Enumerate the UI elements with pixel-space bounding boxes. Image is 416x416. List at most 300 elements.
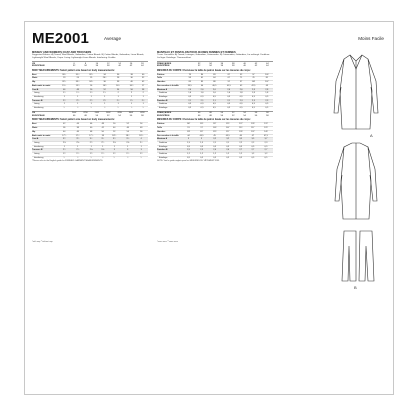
row-label: Trousers B [32,149,58,153]
size-value: 18 [141,62,144,65]
row-label: Interfacing [32,156,58,159]
cell-value: 1 [71,103,84,107]
cell-value: 97 [246,73,260,77]
fabrics-en: Suggested Fabrics: A) Tweed, Wool Blends, Gabardine, Cotton Blends. B) Cotton Blends, Gabardine, Linen Blends, Lightweight Wool Blends, Crepe. Lining: Lightweight Linen Blends. Interfacing: Fusible. [32,54,145,60]
cell-value: 0,5 [259,156,273,159]
size-value: 40 [243,65,246,68]
english-column [32,51,148,163]
row-label: Hip [32,130,58,134]
cell-value: 2,2 [247,141,259,145]
cell-value: 1 [125,95,138,99]
size-row-label: EUROPÉEN [157,65,170,68]
cell-value: 0,9 [183,95,197,99]
cell-value: 0,9 [246,95,260,99]
cell-value: 107 [183,123,195,127]
cell-value: 2 [125,92,138,96]
cell-value: 2,1 [197,99,207,103]
cell-value: 1 [125,103,138,107]
cell-value: 87 [222,73,236,77]
cell-value: 1,2 [183,153,195,157]
cell-value: 1,2 [247,153,259,157]
cell-value: 3¾ [121,138,134,142]
cell-value: 4 [134,138,148,142]
table-row [157,156,273,159]
row-label: Lining [32,92,58,96]
cell-value: 107 [261,81,273,85]
cell-value: 0,5 [197,107,207,110]
cell-value: 2,6 [183,88,197,92]
cell-value: ½ [134,156,148,159]
size-value: 54 [118,115,121,118]
cell-value: 50 [108,123,121,127]
cell-value: 2,7 [235,149,247,153]
cell-value: 2⅛ [71,141,84,145]
cell-value: ½ [98,156,108,159]
cell-value: 102 [261,73,273,77]
cell-value: 32½ [58,81,71,85]
cell-value: 64 [207,77,221,81]
cell-value: 2¼ [71,99,84,103]
cell-value: 16¾ [125,84,138,88]
cell-value: 0,9 [183,145,195,149]
cell-value: 1¼ [58,153,71,157]
cell-value: 2¼ [84,141,97,145]
cell-value: 16¼ [98,84,111,88]
cell-value: 1,8 [246,92,260,96]
cell-value: ½ [58,107,71,110]
cell-value: 137 [259,123,273,127]
row-label: Manteau A [157,138,183,142]
cell-value: 2,2 [235,141,247,145]
cell-value: 0,9 [261,103,273,107]
size-row-label: EUROPÉEN [157,115,170,118]
womens-eur-row-fr [157,115,273,118]
cell-value: 46 [58,88,71,92]
table-row [157,107,273,110]
cell-value: 0,9 [197,103,207,107]
size-row-label: EUROPEAN [32,115,45,118]
cell-value: 1 [58,145,71,149]
cell-value: 1 [111,95,124,99]
cell-value: 71 [236,77,246,81]
cell-value: 0,5 [236,107,246,110]
size-value: 14 [118,62,121,65]
row-label: Doublure [157,153,183,157]
cell-value: 48 [84,130,97,134]
cell-value: 32½ [84,73,97,77]
cell-value: 91 [183,127,195,131]
row-label: Entoilage [157,107,183,110]
misses-eur-row [32,62,148,68]
cell-value: 2⅜ [121,141,134,145]
pattern-header [32,26,384,50]
cell-value: ½ [58,156,71,159]
table-row [32,107,148,110]
row-label: Waist [32,77,58,81]
row-label: Doublure [157,141,183,145]
row-label: Bust [32,73,58,77]
fabrics-fr: Tissus Conseillés: A) Tweed, Lainages, Gabardine, Cotonnades. B) Cotonnades, Gabardine, Lin mélangé. Doublure: Lin léger. Entoilage: Thermocollant. [157,54,270,60]
sketch-label-a: A [370,133,373,138]
cell-value: 2,5 [183,149,195,153]
size-value: 52 [106,115,110,118]
row-label: Pantalon B [157,99,183,103]
size-value: 44 [266,65,269,68]
row-label: Interfacing [32,107,58,110]
size-value: 24W [94,112,100,115]
cell-value: 122 [221,123,235,127]
size-value: 46 [197,115,201,118]
cell-value: 117 [195,130,209,134]
row-label: Entoilage [157,95,183,99]
cell-value: 1 [108,145,121,149]
cell-value: 3½ [84,138,97,142]
row-label: Hanches [157,130,183,134]
size-value: 40 [243,62,246,65]
cell-value: 0,9 [197,95,207,99]
row-label: Poitrine [157,123,183,127]
cell-value: 32 [138,77,148,81]
row-label: Poitrine [157,73,183,77]
cell-value: 2,7 [259,149,273,153]
misses-measure-table-en [32,73,148,110]
cell-value: 2¼ [84,99,97,103]
cell-value: 42,5 [246,84,260,88]
cell-value: 76 [246,77,260,81]
cell-value: 18¼ [108,134,121,138]
size-value: 38 [106,65,110,68]
cell-value: 2¾ [58,149,71,153]
cell-value: 2½ [134,141,148,145]
cell-value: 1 [84,145,97,149]
cell-value: 2,7 [247,149,259,153]
cell-value: 2,1 [209,141,221,145]
size-value: 56 [129,115,133,118]
cell-value: 46 [84,123,97,127]
cell-value: 2,1 [221,141,235,145]
cell-value: 52 [98,88,111,92]
row-label: Doublure [157,103,183,107]
row-label: Manteau A [157,88,183,92]
cell-value: 16 [84,84,97,88]
size-value: 50 [95,115,99,118]
cell-value: 58 [138,88,148,92]
size-value: 42 [254,62,258,65]
cell-value: 1¾ [84,92,97,96]
cell-value: 92 [222,81,236,85]
cell-value: 1 [58,95,71,99]
size-value: 56 [254,115,258,118]
misses-measure-table-fr [157,73,273,110]
cell-value: 41,5 [222,84,236,88]
cell-value: 42 [58,123,71,127]
cell-value: 1,6 [183,92,197,96]
cell-value: 38 [111,81,124,85]
row-label: Trousers B [32,99,58,103]
cell-value: ½ [125,107,138,110]
cell-value: 42 [98,127,108,131]
row-label: Interfacing [32,145,58,149]
cell-value: 1 [71,95,84,99]
cell-value: 2,3 [261,99,273,103]
cell-value: 0,5 [247,156,259,159]
size-value: 36 [220,62,224,65]
cell-value: 81 [261,77,273,81]
cell-value: 2½ [138,99,148,103]
cell-value: 40 [138,73,148,77]
cell-value: 18¾ [134,134,148,138]
cell-value: ½ [121,156,134,159]
cell-value: 0,9 [183,103,197,107]
cell-value: 67 [222,77,236,81]
cell-value: 0,9 [195,145,209,149]
cell-value: 2,6 [207,88,221,92]
cell-value: 1,6 [207,92,221,96]
cell-value: 47,5 [259,134,273,138]
cell-value: 2⅜ [108,141,121,145]
womens-eur-row [32,115,148,118]
row-label: Dos encolure à la taille [157,134,183,138]
cell-value: 122 [209,130,221,134]
row-label: Pantalon B [157,149,183,153]
cell-value: 1,2 [221,153,235,157]
row-label: Hanches [157,81,183,85]
cell-value: 44 [58,130,71,134]
cell-value: 17¼ [58,134,71,138]
cell-value: 0,9 [207,95,221,99]
size-value: 38 [231,62,235,65]
cell-value: 3,5 [247,138,259,142]
size-value: 32 [72,65,76,68]
cell-value: 0,9 [235,145,247,149]
cell-value: 3¾ [108,138,121,142]
cell-value: 52 [121,123,134,127]
size-value: 52 [231,115,235,118]
cell-value: 34 [98,73,111,77]
cell-value: 0,9 [209,145,221,149]
cell-value: 44 [183,134,195,138]
cell-value: 2,6 [236,88,246,92]
size-value: 16 [129,62,133,65]
cell-value: 2,3 [246,99,260,103]
coat-back-sketch [335,143,377,219]
cell-value: 92 [236,73,246,77]
cell-value: 3¼ [58,138,71,142]
cell-value: 40 [125,81,138,85]
size-value: 54 [243,112,246,115]
cell-value: 1,8 [261,92,273,96]
cell-value: 1,2 [209,153,221,157]
section-title-fr: MANTEAU ET PANTALON POUR JEUNES FEMMES ET FEMMES [157,51,236,54]
cell-value: 83 [183,81,197,85]
cell-value: 102 [246,81,260,85]
cell-value: 2,1 [207,99,221,103]
cell-value: 112 [183,130,195,134]
size-value: 32 [197,62,201,65]
cell-value: 15½ [58,84,71,88]
cell-value: ½ [138,107,148,110]
cell-value: 3,5 [235,138,247,142]
row-label: Back waist to waist [32,84,58,88]
cell-value: 48 [134,127,148,131]
cell-value: 117 [247,127,259,131]
row-label: Interfacing [32,95,58,99]
cell-value: 23 [58,77,71,81]
cell-value: 3¼ [71,138,84,142]
cell-value: 17½ [71,134,84,138]
cell-value: 80 [197,73,207,77]
cell-value: 2,8 [261,88,273,92]
cell-value: 42 [138,81,148,85]
cell-value: 56 [125,88,138,92]
cell-value: 2 [111,92,124,96]
cell-value: 2¼ [98,141,108,145]
cell-value: 88 [207,81,221,85]
cell-value: 1¾ [58,92,71,96]
cell-value: 0,9 [246,103,260,107]
cell-value: 0,5 [221,156,235,159]
cell-value: 0,5 [246,107,260,110]
cell-value: 45 [209,134,221,138]
cell-value: 97 [236,81,246,85]
cell-value: ½ [84,156,97,159]
cell-value: 0,9 [261,95,273,99]
cell-value: 54 [134,123,148,127]
cell-value: 25 [84,77,97,81]
cell-value: 0,5 [261,107,273,110]
cell-value: 1 [121,145,134,149]
cell-value: 1,9 [183,141,195,145]
size-value: 46 [72,115,76,118]
size-value: 36 [95,65,99,68]
cell-value: 1,6 [197,92,207,96]
size-value: 34 [209,65,212,68]
cell-value: 50 [84,88,97,92]
cell-value: 0,9 [222,95,236,99]
cell-value: 2⅞ [84,149,97,153]
size-value: 8 [84,62,87,65]
cell-value: 137 [247,130,259,134]
cell-value: 112 [235,127,247,131]
note-en: *Please refer to the English guide for FINISHED GARMENT MEASUREMENTS. [32,160,103,163]
cell-value: 2,3 [259,141,273,145]
table-row [32,156,148,159]
cell-value: 2⅞ [98,149,108,153]
womens-measure-table-en [32,122,148,159]
row-label: Lining [32,153,58,157]
cell-value: 2,6 [222,88,236,92]
size-value: 44 [266,62,269,65]
cell-value: 1 [98,95,111,99]
row-label: Waist [32,127,58,131]
cell-value: 0,9 [207,103,221,107]
cell-value: 2 [138,92,148,96]
cell-value: 45,5 [221,134,235,138]
cell-value: 56 [134,130,148,134]
cell-value: 1 [84,103,97,107]
pattern-code: ME2001 [32,30,90,47]
cell-value: 2,8 [246,88,260,92]
cell-value: 1,8 [236,92,246,96]
cell-value: 34½ [84,81,97,85]
size-value: 50 [220,115,224,118]
cell-value: 44,5 [195,134,209,138]
cell-value: 2¾ [71,149,84,153]
row-label: Bust [32,123,58,127]
cell-value: 50 [98,130,108,134]
cell-value: 2½ [111,99,124,103]
cell-value: 1¼ [108,153,121,157]
cell-value: 47 [247,134,259,138]
cell-value: 54 [111,88,124,92]
cell-value: 30 [125,77,138,81]
sketch-label-b: B [354,285,357,290]
cell-value: 1 [84,95,97,99]
size-value: 36 [220,65,224,68]
cell-value: 1 [111,103,124,107]
cell-value: 2⅛ [58,141,71,145]
cell-value: 0,5 [195,156,209,159]
footnote-fr: *avec sens **sans sens [157,241,178,243]
cell-value: ½ [108,156,121,159]
size-value: 22W [83,112,88,115]
section-title-en: MISSES' AND WOMEN'S COAT AND TROUSERS [32,51,92,54]
size-row-label: FRANÇAISES [157,62,172,65]
cell-value: 33½ [71,81,84,85]
cell-value: 3 [108,149,121,153]
cell-value: ½ [71,107,84,110]
size-value: 54 [243,115,246,118]
cell-value: 3 [134,149,148,153]
size-value: 56 [254,112,258,115]
cell-value: 1,2 [259,153,273,157]
size-row-label: US [32,62,36,65]
cell-value: 0,9 [221,145,235,149]
cell-value: 46 [121,127,134,131]
cell-value: 0,9 [259,145,273,149]
cell-value: 2,3 [236,99,246,103]
cell-value: 0,5 [235,156,247,159]
cell-value: 15¾ [71,84,84,88]
body-heading-fr: MESURES DU CORPS: Choisissez la taille du patron basée sur les mesures du corps: [157,69,251,72]
cell-value: 1,9 [195,141,209,145]
cell-value: 46 [235,134,247,138]
difficulty-en: Average [104,36,122,41]
cell-value: 0,5 [207,107,221,110]
cell-value: 83 [207,73,221,77]
size-value: 50 [220,112,224,115]
size-value: 58 [266,112,269,115]
cell-value: 1¾ [71,92,84,96]
cell-value: 2,6 [197,88,207,92]
cell-value: 1,6 [222,92,236,96]
cell-value: 1¼ [71,153,84,157]
cell-value: 3 [183,138,195,142]
cell-value: 1 [134,145,148,149]
size-row-label: FRANÇAISES [157,112,172,115]
cell-value: 2¼ [58,99,71,103]
size-value: 6 [73,62,75,65]
cell-value: 0,5 [183,156,195,159]
cell-value: 26½ [98,77,111,81]
cell-value: 0,9 [247,145,259,149]
row-label: Lining [32,103,58,107]
cell-value: 2,6 [221,149,235,153]
size-value: 10 [95,62,99,65]
cell-value: 1 [58,103,71,107]
cell-value: 28 [111,77,124,81]
cell-value: 1 [138,103,148,107]
